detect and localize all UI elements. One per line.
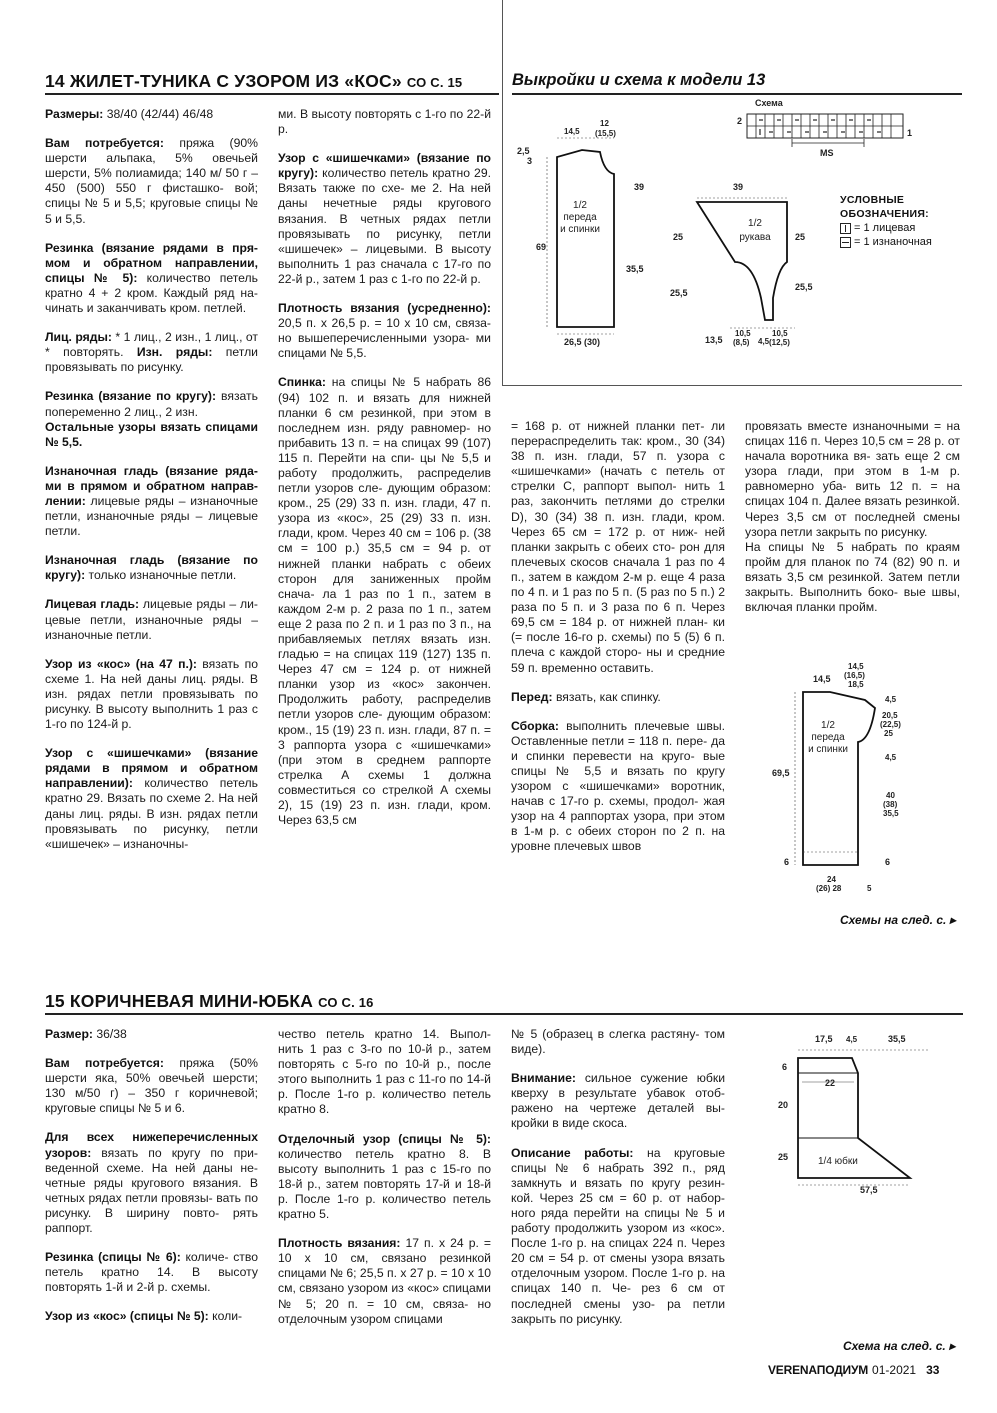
s15-col-1: Размер: 36/38 Вам потребуется: пряжа (50% шерсти яка, 50% овечьей шерсти; 130 м/50 г) – 350 г коричневой; круговые спицы № 5 и 6. Для всех нижеперечисленных узоров: вязать по кругу по при- веденной схеме. На ней даны не- четные ряды кругового вязания. В четных рядах петли провязы- вать по рисунку. В ширину повто- рять раппорт. Резинка (спицы № 6): количе- ство петель кратно 14. В высоту повторять 1-й и 2-й р. схемы. Узор из «кос» (спицы № 5): коли- — [45, 1027, 259, 1324]
section-14-title-text: 14 ЖИЛЕТ-ТУНИКА С УЗОРОМ ИЗ «КОС» — [45, 71, 402, 91]
next-page-note-1-text: Схемы на след. с. — [840, 913, 947, 927]
p13-dim-left-b: 3 — [527, 156, 533, 166]
p14-dim-bottom1: 24 — [827, 875, 836, 884]
footer-issue: 01-2021 — [872, 1363, 917, 1377]
p13-body-label-3: и спинки — [560, 224, 600, 235]
p14-dim-bottom3: 5 — [867, 884, 872, 893]
p14-dim-r4: 25 — [884, 729, 893, 738]
p14-label-1: 1/2 — [821, 720, 835, 731]
p14-dim-b-left: 6 — [784, 857, 790, 867]
knitting-chart — [735, 95, 915, 165]
p14-dim-t4: 18,5 — [848, 680, 864, 689]
p13-sleeve-dim-top: 39 — [733, 182, 744, 192]
legend-row-purl — [840, 235, 932, 249]
section-15-title — [45, 991, 374, 1012]
s14-col-3: = 168 р. от нижней планки пет- ли перераспределить так: кром., 30 (34) 38 п. изн. глади, 57 п. узора с «шишечками» (начать с петель от стрелки С, раппорт выпол- нить 1 раз, закончить петлями до стрелки D), 30 (34) 38 п. изн. глади, кром. Через 65 см = 172 р. от ниж- ней планки закрыть с обеих сто- рон для плечевых скосов сначала 1 раз по 4 п., затем в каждом 2-м р. еще 4 раза по 4 п. и 1 раз по 5 п. (5 раз по 5 п.) 2 раза по 5 п. и 3 раза по 6 п. Через 69,5 см = 184 р. от нижней план- ки (= после 16-го р. схемы) по 5 (5) 6 п. плеча с каждой сторо- ны и средние 59 п. временно оставить. Перед: вязать, как спинку. Сборка: выполнить плечевые швы. Оставленные петли = 118 п. пере- да и спинки перевести на круго- вые спицы № 5,5 и вязать по кругу узором с «шишечками» воротник, начав с 17-го р. схемы, продол- жая узор на 4 раппортах узора, при этом в 1-м р. с обеих сторон по 2 п. на уровне плечевых швов — [511, 419, 725, 854]
p13-dim-69: 69 — [536, 242, 547, 252]
p13-sleeve-dim-right: 25 — [795, 232, 806, 242]
p15-dim-t2: 4,5 — [846, 1035, 858, 1044]
s14-col-4: провязать вместе изнаночными = на спицах 116 п. Через 10,5 см = 28 р. от начала воротника вя- зать еще 2 см узора глади, при этом в 1-м р. равномерно уба- вить 12 п. = на спицах 104 п. Далее вязать резинкой. Через 3,5 см от последней смены узора петли закрыть по рисунку. На спицы № 5 набрать по краям пройм для планок по 74 (82) 90 п. и вязать 3,5 см резинкой. Затем петли закрыть. Выполнить боко- вые швы, включая планки пройм. — [745, 419, 960, 615]
p15-dim-l1: 6 — [782, 1062, 788, 1072]
next-page-note-2 — [843, 1339, 955, 1353]
pattern-13-body — [512, 112, 622, 352]
p13-sleeve-label-1: 1/2 — [748, 218, 762, 229]
s15-col-3: № 5 (образец в слегка растяну- том виде). Внимание: сильное сужение юбки кверху в результате убавок отоб- ражено на чертеже деталей вы- кройки в виде скоса. Описание работы: на круговые спицы № 6 набрать 392 п., ряд замкнуть и вязать по кругу резин- кой. Через 25 см = 60 р. от набор- ного ряда перейти на спицы № 5 и работу продолжить узором из «кос». После 1-го р. на спицах 224 п. Через 20 см = 54 р. от смены узора вязать отделочным узором. После 1-го р. на спицах 140 п. Че- рез 6 см от последней смены узо- ра петли закрыть по рисунку. — [511, 1027, 725, 1326]
p13-sleeve-dim-b4: 4,5 — [758, 337, 770, 346]
scheme-row-1: 1 — [907, 128, 913, 138]
pattern-14 — [770, 660, 920, 900]
p13-dim-top-b: 12 — [600, 119, 609, 128]
section-15-rule — [45, 1013, 963, 1015]
p13-body-label-2: переда — [563, 212, 597, 223]
arrow-right-icon: ▸ — [949, 1339, 956, 1353]
page-footer — [768, 1363, 939, 1377]
section-14-rule — [45, 93, 499, 95]
legend-row-knit — [840, 221, 932, 235]
p13-dim-39-right: 39 — [634, 182, 645, 192]
p15-dim-bottom: 57,5 — [860, 1185, 878, 1195]
purl-stitch-icon — [840, 237, 851, 248]
p15-dim-t3: 35,5 — [888, 1034, 906, 1044]
p13-sleeve-label-2: рукава — [739, 232, 771, 243]
p13-sleeve-dim-left: 25 — [673, 232, 684, 242]
arrow-right-icon: ▸ — [949, 913, 956, 927]
p14-dim-left: 69,5 — [772, 768, 790, 778]
p14-dim-t2: 14,5 — [848, 662, 864, 671]
next-page-note-1 — [840, 913, 956, 927]
p15-dim-l2: 20 — [778, 1100, 789, 1110]
p14-dim-r2: 20,5 — [882, 711, 898, 720]
legend-heading-2: ОБОЗНАЧЕНИЯ: — [840, 208, 929, 220]
p14-dim-b-right: 6 — [885, 857, 891, 867]
section-14-title — [45, 71, 462, 92]
p14-dim-r3: (22,5) — [880, 720, 901, 729]
p13-dim-left-a: 2,5 — [517, 146, 530, 156]
legend-knit-label: = 1 лицевая — [854, 222, 916, 234]
section-15-from: СО С. 16 — [318, 995, 374, 1010]
pattern-15 — [770, 1028, 945, 1208]
legend-purl-label: = 1 изнаночная — [854, 236, 932, 248]
p13-sleeve-dim-right2: 25,5 — [795, 282, 813, 292]
s14-col-1: Размеры: 38/40 (42/44) 46/48 Вам потребуется: пряжа (90% шерсти альпака, 5% овечьей шерсти, 5% полиамида; 140 м/ 50 г – 450 (500) 550 г фисташко- вой; спицы № 5 и 5,5; круговые спицы № 5 и 5,5. Резинка (вязание рядами в пря- мом и обратном направлении, спицы № 5): количество петель кратно 4 + 2 кром. Каждый ряд на- чинать и заканчивать кром. петлей. Лиц. ряды: * 1 лиц., 2 изн., 1 лиц., от * повторять. Изн. ряды: петли провязывать по рисунку. Резинка (вязание по кругу): вязать попеременно 2 лиц., 2 изн. Остальные узоры вязать спицами № 5,5. Изнаночная гладь (вязание ряда- ми в прямом и обратном направ- лении: лицевые ряды – изнаночные петли, изнаночные ряды – лицевые петли. Изнаночная гладь (вязание по кругу): только изнаночные петли. Лицевая гладь: лицевые ряды – ли- цевые петли, изнаночные ряды – изнаночные петли. Узор из «кос» (на 47 п.): вязать по схеме 1. На ней даны лиц. ряды. В изн. рядах петли провязывать по рисунку. В высоту выполнить 1 раз с 1-го по 124-й р. Узор с «шишечками» (вязание рядами в прямом и обратном направлении): количество петель кратно 29. Вязать по схеме 2. На ней даны лиц. ряды. В изн. рядах петли провязывать по рисунку, петли «шишечек» – изнаночны- — [45, 107, 259, 851]
diagram-title: Выкройки и схема к модели 13 — [512, 71, 766, 89]
p13-sleeve-dim-b6: (12,5) — [769, 338, 790, 347]
pattern-13-sleeve — [665, 180, 835, 350]
p13-sleeve-dim-b3: (8,5) — [733, 338, 750, 347]
p14-dim-r6: 40 — [886, 791, 895, 800]
legend-heading-1: УСЛОВНЫЕ — [840, 194, 905, 206]
p13-body-label-1: 1/2 — [573, 200, 587, 211]
p14-dim-r7: (38) — [883, 800, 898, 809]
p15-dim-t1: 17,5 — [815, 1034, 833, 1044]
p13-sleeve-dim-b5: 10,5 — [772, 329, 788, 338]
p13-sleeve-dim-b2: 10,5 — [735, 329, 751, 338]
p14-dim-r8: 35,5 — [883, 809, 899, 818]
scheme-row-2: 2 — [737, 116, 743, 126]
p15-dim-l3: 25 — [778, 1152, 789, 1162]
p14-label-3: и спинки — [808, 744, 848, 755]
section-15-title-text: 15 КОРИЧНЕВАЯ МИНИ-ЮБКА — [45, 991, 314, 1011]
diagram-box-bottom — [502, 385, 962, 386]
diagram-box-left — [502, 0, 503, 385]
p13-dim-top-a: 14,5 — [564, 127, 580, 136]
p13-dim-355: 35,5 — [626, 264, 644, 274]
scheme-ms: MS — [820, 148, 834, 158]
scheme-label: Схема — [755, 98, 783, 108]
knit-stitch-icon — [840, 223, 851, 234]
p15-label: 1/4 юбки — [818, 1156, 858, 1167]
p13-dim-top-c: (15,5) — [595, 129, 616, 138]
p13-sleeve-dim-b1: 13,5 — [705, 335, 723, 345]
p13-sleeve-dim-left2: 25,5 — [670, 288, 688, 298]
p14-label-2: переда — [811, 732, 845, 743]
p14-dim-t1: 14,5 — [813, 674, 831, 684]
p14-dim-t3: (16,5) — [844, 671, 865, 680]
p14-dim-bottom2: (26) 28 — [816, 884, 842, 893]
next-page-note-2-text: Схема на след. с. — [843, 1339, 946, 1353]
s15-col-2: чество петель кратно 14. Выпол- нить 1 раз с 3-го по 10-й р., затем повторять с 5-го по 10-й р., после этого выполнить 1 раз с 11-го по 14-й р. После 1-го р. количество петель кратно 8. Отделочный узор (спицы № 5): количество петель кратно 8. В высоту выполнить 1 раз с 15-го по 18-й р., затем повторять 17-й и 18-й р. После 1-го р. количество петель кратно 5. Плотность вязания: 17 п. x 24 р. = 10 x 10 см, связано резинкой спицами № 6; 25,5 п. x 27 р. = 10 x 10 см, связано узором из «кос» спицами № 5; 20 п. = 10 см, связа- но отделочным узором спицами — [278, 1027, 491, 1326]
section-14-from: СО С. 15 — [406, 75, 463, 90]
p13-dim-bottom: 26,5 (30) — [564, 337, 601, 347]
p14-dim-r5: 4,5 — [885, 753, 897, 762]
page-number: 33 — [926, 1363, 940, 1377]
legend — [840, 193, 932, 249]
p14-dim-r1: 4,5 — [885, 695, 897, 704]
p15-dim-inner: 22 — [825, 1078, 836, 1088]
footer-brand: VERENAПОДИУМ — [768, 1363, 869, 1377]
s14-col-2: ми. В высоту повторять с 1-го по 22-й р. Узор с «шишечками» (вязание по кругу): количество петель кратно 29. Вязать также по схе- ме 2. На ней даны нечетные ряды кругового вязания. В четных рядах петли провязывать по рисунку, петли «шишечек» – лицевыми. В высоту выполнить 1 раз сначала с 17-го по 22-й р., затем 1 раз с 1-го по 22-й р. Плотность вязания (усредненно): 20,5 п. x 26,5 р. = 10 x 10 см, связа- но вышеперечисленными узора- ми спицами № 5,5. Спинка: на спицы № 5 набрать 86 (94) 102 п. и вязать для нижней планки 6 см резинкой, при этом в последнем изн. ряду равномер- но прибавить 13 п. = на спицах 99 (107) 115 п. Перейти на спи- цы № 5,5 и работу продолжить, распределив петли узоров сле- дующим образом: кром., 25 (29) 33 п. изн. глади, 47 п. узора из «кос», 25 (29) 33 п. изн. глади, кром. Через 40 см = 106 р. (38 см = 100 р.) 35,5 см = 94 р. от нижней планки набрать с обеих сторон для заниженных пройм снача- ла 1 раз по 1 п., затем в каждом 2-м р. 2 раза по 1 п., затем еще 2 раза по 2 п. и 1 раз по 3 п., на прибавляемых петлях вязать изн. гладью = на спицах 119 (127) 135 п. Через 47 см = 124 р. от нижней планки узор из «кос» закончен. Продолжить работу, распределив петли узоров сле- дующим образом: кром., 15 (19) 23 п. изн. глади, 87 п. = 3 раппорта узора с «шишечками» (при этом в среднем раппорте стрелка А схемы 1 должна совместиться со стрелкой А схемы 2), 15 (19) 23 п. изн. глади, кром. Через 63,5 см — [278, 107, 491, 828]
